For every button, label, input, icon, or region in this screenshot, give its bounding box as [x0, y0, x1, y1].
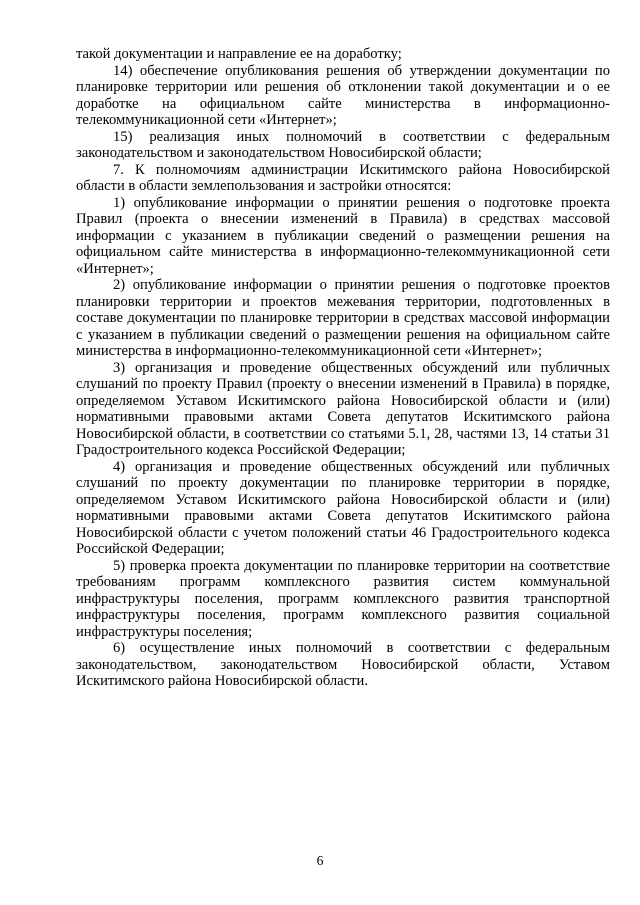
paragraph-item-4: 4) организация и проведение общественных обсуждений или публичных слушаний по проекту документации по планировке территории в порядке, определяемом Уставом Искитимского района Новосибирской области и (или) нормативными правовыми актами Совета депутатов Искитимского района Новосибирской области с учетом положений статьи 46 Градостроительного кодекса Российской Федерации;	[76, 458, 610, 557]
paragraph-item-2: 2) опубликование информации о принятии решения о подготовке проектов планировки территории и проектов межевания территории, подготовленных в составе документации по планировке территории в средствах массовой информации с указанием в публикации сведений о размещении решения на официальном сайте министерства в информационно-телекоммуникационной сети «Интернет»;	[76, 277, 610, 359]
page-number: 6	[316, 853, 324, 868]
paragraph-continuation: такой документации и направление ее на доработку;	[76, 46, 402, 62]
paragraph-item-3: 3) организация и проведение общественных обсуждений или публичных слушаний по проекту Правил (проекту о внесении изменений в Правила) в порядке, определяемом Уставом Искитимского района Новосибирской области и (или) нормативными правовыми актами Совета депутатов Искитимского района Новосибирской области, в соответствии со статьями 5.1, 28, частями 13, 14 статьи 31 Градостроительного кодекса Российской Федерации;	[76, 359, 610, 458]
paragraph-item-15: 15) реализация иных полномочий в соответствии с федеральным законодательством и законодательством Новосибирской области;	[76, 128, 610, 161]
document-page	[76, 46, 610, 690]
paragraph-item-6: 6) осуществление иных полномочий в соответствии с федеральным законодательством, законодательством Новосибирской области, Уставом Искитимского района Новосибирской области.	[76, 640, 610, 689]
paragraph-item-14: 14) обеспечение опубликования решения об утверждении документации по планировке территории или решения об отклонении такой документации и о ее доработке на официальном сайте министерства в информационно-телекоммуникационной сети «Интернет»;	[76, 62, 610, 128]
paragraph-section-7: 7. К полномочиям администрации Искитимского района Новосибирской области в области землепользования и застройки относятся:	[76, 161, 610, 194]
paragraph-item-5: 5) проверка проекта документации по планировке территории на соответствие требованиям программ комплексного развития систем коммунальной инфраструктуры поселения, программ комплексного развития транспортной инфраструктуры поселения, программ комплексного развития социальной инфраструктуры поселения;	[76, 557, 610, 640]
paragraph-item-1: 1) опубликование информации о принятии решения о подготовке проекта Правил (проекта о внесении изменений в Правила) в средствах массовой информации с указанием в публикации сведений о размещении решения на официальном сайте министерства в информационно-телекоммуникационной сети «Интернет»;	[76, 194, 610, 277]
